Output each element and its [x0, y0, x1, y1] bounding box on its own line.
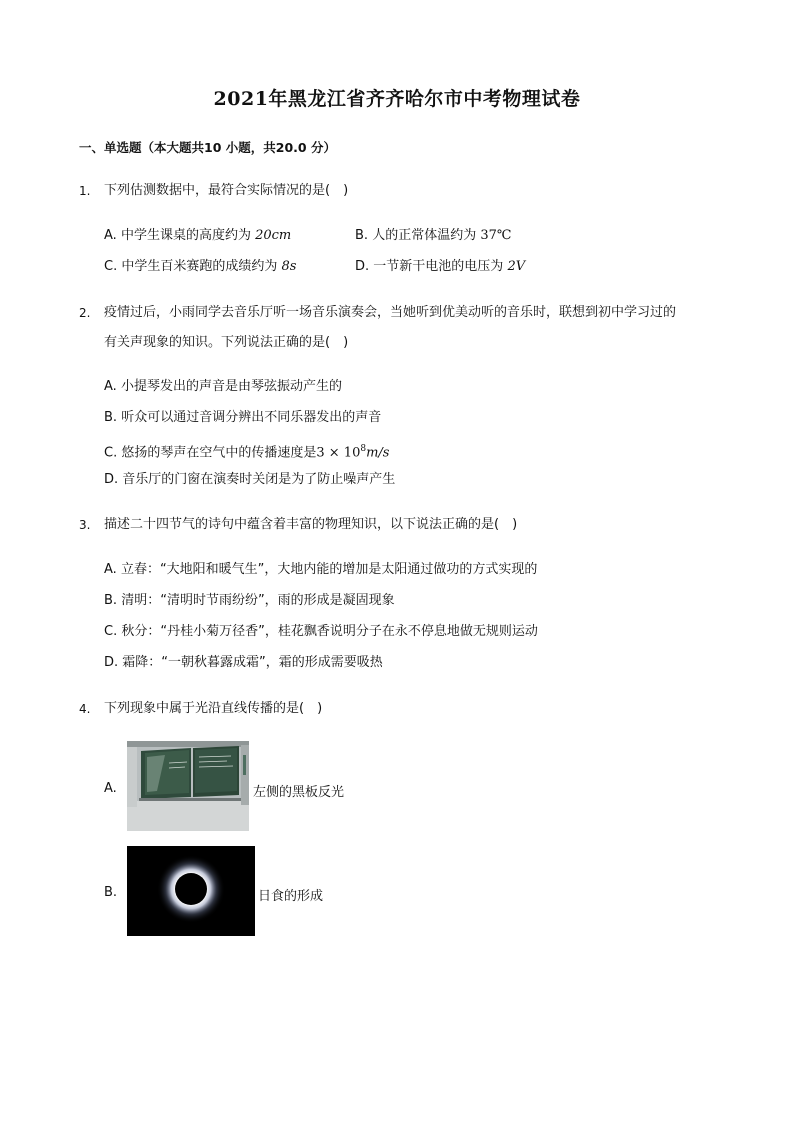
question-stem: 描述二十四节气的诗句中蕴含着丰富的物理知识，以下说法正确的是( ): [104, 517, 518, 532]
question-stem-line-1: 疫情过后，小雨同学去音乐厅听一场音乐演奏会，当她听到优美动听的音乐时，联想到初中学习过的: [104, 305, 677, 320]
section-header: 一、单选题（本大题共10 小题，共20.0 分）: [79, 140, 336, 155]
option-4a-label[interactable]: A.: [104, 781, 117, 796]
question-number: 1.: [79, 184, 91, 198]
option-4b-label[interactable]: B.: [104, 885, 118, 900]
option-4a-caption: 左侧的黑板反光: [253, 785, 345, 800]
option-2d[interactable]: D. 音乐厅的门窗在演奏时关闭是为了防止噪声产生: [104, 472, 396, 487]
option-1d[interactable]: D. 一节新干电池的电压为 2V: [355, 259, 526, 274]
question-number: 2.: [79, 306, 91, 320]
question-number: 4.: [79, 702, 91, 716]
option-3d[interactable]: D. 霜降：“一朝秋暮露成霜”，霜的形成需要吸热: [104, 655, 383, 670]
option-1b[interactable]: B. 人的正常体温约为 37℃: [355, 228, 512, 243]
question-number: 3.: [79, 518, 91, 532]
option-3c[interactable]: C. 秋分：“丹桂小菊万径香”，桂花飘香说明分子在永不停息地做无规则运动: [104, 624, 538, 639]
exam-title: 2021年黑龙江省齐齐哈尔市中考物理试卷: [213, 88, 581, 110]
blackboard-image-icon: [127, 741, 249, 831]
eclipse-image-icon: [127, 846, 255, 936]
option-1a[interactable]: A. 中学生课桌的高度约为 20cm: [104, 228, 292, 243]
option-3a[interactable]: A. 立春：“大地阳和暖气生”，大地内能的增加是太阳通过做功的方式实现的: [104, 562, 538, 577]
solar-eclipse-photo[interactable]: [127, 846, 255, 936]
option-1c[interactable]: C. 中学生百米赛跑的成绩约为 8s: [104, 259, 297, 274]
option-2c[interactable]: C. 悠扬的琴声在空气中的传播速度是$3 \times 10^8m/s$: [104, 444, 390, 461]
question-stem-line-2: 有关声现象的知识。下列说法正确的是( ): [104, 335, 349, 350]
question-stem: 下列估测数据中，最符合实际情况的是( ): [104, 183, 349, 198]
option-3b[interactable]: B. 清明：“清明时节雨纷纷”，雨的形成是凝固现象: [104, 593, 395, 608]
question-stem: 下列现象中属于光沿直线传播的是( ): [104, 701, 323, 716]
blackboard-photo[interactable]: [127, 741, 249, 831]
option-2b[interactable]: B. 听众可以通过音调分辨出不同乐器发出的声音: [104, 410, 382, 425]
option-2a[interactable]: A. 小提琴发出的声音是由琴弦振动产生的: [104, 379, 342, 394]
option-4b-caption: 日食的形成: [258, 889, 324, 904]
